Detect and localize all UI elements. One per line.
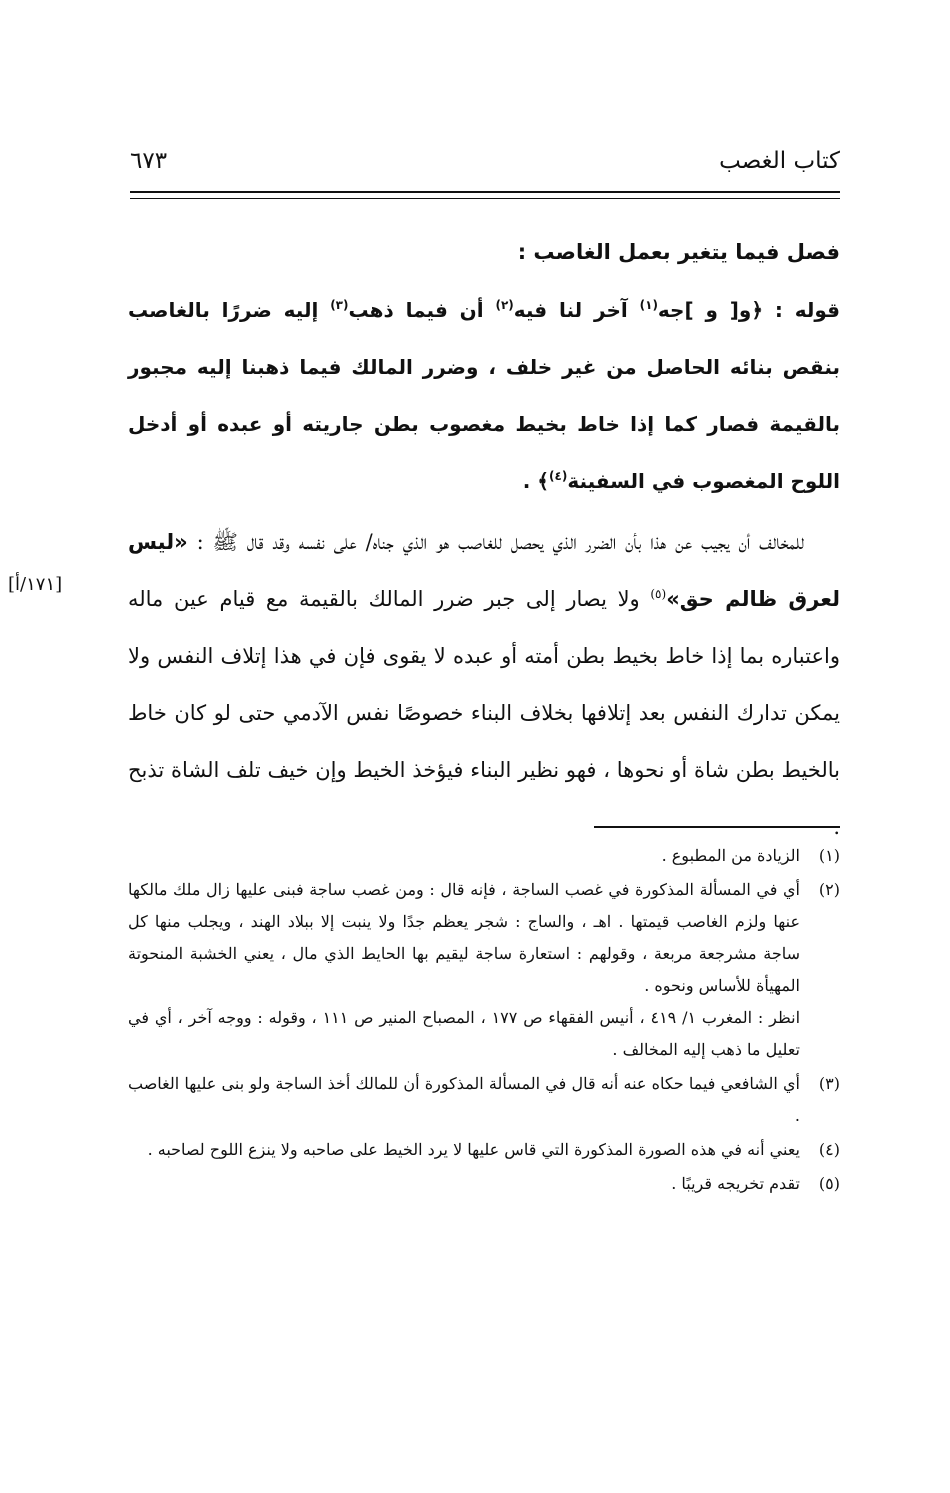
footnote-ref-2: (٢) — [495, 298, 514, 312]
footnote-ref-4: (٤) — [549, 469, 568, 483]
footnote — [128, 840, 840, 872]
page-number: ٦٧٣ — [130, 148, 168, 174]
section-heading: فصل فيما يتغير بعمل الغاصب : — [517, 240, 840, 264]
running-header — [130, 148, 840, 184]
footnote-line: الزيادة من المطبوع . — [661, 846, 800, 865]
footnote — [128, 1168, 840, 1200]
quote-part-1: قوله : ﴿و[ و ]جه — [657, 298, 841, 322]
footnote-line: أي في المسألة المذكورة في غصب الساجة ، فإنه قال : ومن غصب ساجة فبنى عليها زال ملك مالكها عنها ولزم الغاصب قيمتها . اهـ ، والساج : شجر يعظم جدًا ولا ينبت إلا ببلاد الهند ، ويجلب منها كل ساجة مشرجعة مربعة ، وقولهم : استعارة ساجة ليقيم بها الحايط الذي مال ، يعني الخشبة المنحوتة المهيأة للأساس ونحوه . — [128, 880, 800, 995]
footnote-number: (٤) — [818, 1140, 840, 1159]
footnotes-section — [128, 840, 840, 1202]
quote-part-5: ﴾ . — [522, 469, 550, 493]
footnote-ref-5: (٥) — [650, 587, 667, 601]
footnote-ref-1: (١) — [639, 298, 658, 312]
footnote-number: (٥) — [818, 1174, 840, 1193]
footnote-line: انظر : المغرب ١/ ٤١٩ ، أنيس الفقهاء ص ١٧٧ ، المصباح المنير ص ١١١ ، وقوله : ووجه آخر ، أي في تعليل ما ذهب إليه المخالف . — [128, 1008, 801, 1059]
header-rule — [130, 191, 840, 199]
footnote-ref-3: (٣) — [330, 298, 349, 312]
footnote-number: (٣) — [818, 1074, 840, 1093]
main-text — [128, 228, 840, 856]
quote-part-2: آخر لنا فيه — [513, 298, 640, 322]
quote-part-3: أن فيما ذهب — [348, 298, 496, 322]
footnote-line: تقدم تخريجه قريبًا . — [671, 1174, 800, 1193]
chapter-title: كتاب الغصب — [719, 148, 840, 174]
footnote — [128, 1134, 840, 1166]
footnote-number: (٢) — [818, 880, 840, 899]
footnote-text — [128, 1068, 800, 1132]
footnote-text — [128, 1168, 800, 1200]
footnote — [128, 1068, 840, 1132]
footnote — [128, 874, 840, 1066]
footnote-text — [128, 1134, 800, 1166]
hadith-quote: «ليس لعرق ظالم حق» — [128, 530, 840, 611]
commentary-part-2: ولا يصار إلى جبر ضرر المالك بالقيمة مع قيام عين ماله واعتباره بما إذا خاط بخيط بطن أمته أو عبده لا يقوى فإن في هذا إتلاف النفس ولا يمكن تدارك النفس بعد إتلافها بخلاف البناء خصوصًا نفس الآدمي حتى لو كان خاط بالخيط بطن شاة أو نحوها ، فهو نظير البناء فيؤخذ الخيط وإن خيف تلف الشاة تذبح . — [128, 587, 840, 839]
commentary-part-1: للمخالف أن يجيب عن هذا بأن الضرر الذي يحصل للغاصب هو الذي جناه/ على نفسه وقد قال ﷺ : — [187, 530, 804, 554]
quote-part-4: إليه ضررًا بالغاصب بنقص بنائه الحاصل من غير خلف ، وضرر المالك فيما ذهبنا إليه مجبور بالقيمة فصار كما إذا خاط بخيط مغصوب بطن جاريته أو عبده أو أدخل اللوح المغصوب في السفينة — [128, 298, 840, 493]
footnote-text — [128, 874, 800, 1066]
footnote-number: (١) — [818, 846, 840, 865]
footnote-text — [128, 840, 800, 872]
quoted-passage — [128, 282, 840, 510]
commentary-paragraph — [128, 514, 840, 856]
footnote-separator — [594, 826, 840, 828]
manuscript-folio-marker: [١٧١/أ] — [8, 574, 63, 595]
footnote-line: أي الشافعي فيما حكاه عنه أنه قال في المسألة المذكورة أن للمالك أخذ الساجة ولو بنى عليها الغاصب . — [128, 1074, 800, 1125]
footnote-line: يعني أنه في هذه الصورة المذكورة التي قاس عليها لا يرد الخيط على صاحبه ولا ينزع اللوح لصاحبه . — [147, 1140, 800, 1159]
